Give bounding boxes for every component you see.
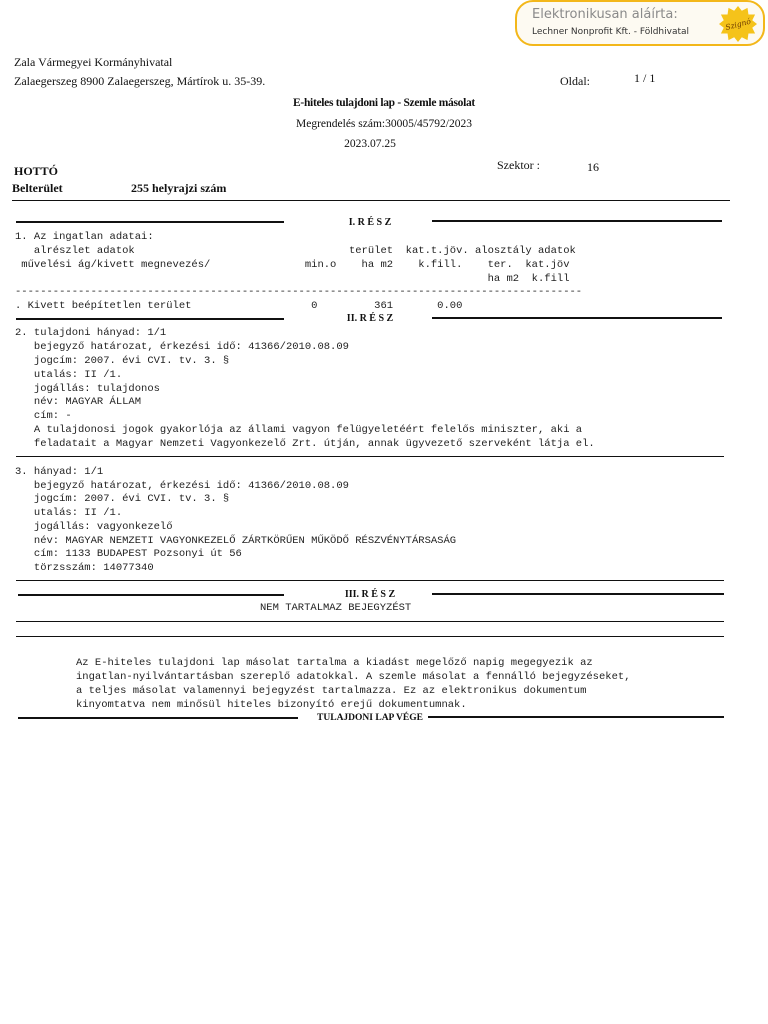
document-title: E-hiteles tulajdoni lap - Szemle másolat <box>293 97 475 109</box>
footer-note-line-1: Az E-hiteles tulajdoni lap másolat tartalma a kiadást megelőző napig megegyezik az <box>76 657 593 669</box>
property-header-line-3: művelési ág/kivett megnevezés/ min.o ha m2 k.fill. ter. kat.jöv <box>15 259 570 271</box>
document-date: 2023.07.25 <box>344 138 396 150</box>
sector-value: 16 <box>587 160 599 174</box>
part1-rule-right <box>432 220 722 222</box>
office-name: Zala Vármegyei Kormányhivatal <box>14 55 173 69</box>
owner1-note-1: A tulajdonosi jogok gyakorlója az állami vagyon felügyeletéért felelős miniszter, aki a <box>15 424 583 436</box>
owner2-share: 3. hányad: 1/1 <box>15 466 104 478</box>
owner2-registration-number: törzsszám: 14077340 <box>15 562 154 574</box>
property-header-line-2: alrészlet adatok terület kat.t.jöv. alosztály adatok <box>15 245 576 257</box>
part2-end-divider <box>16 580 724 581</box>
parcel-number: 255 helyrajzi szám <box>131 181 227 195</box>
part3-rule-right <box>432 593 724 595</box>
order-number: Megrendelés szám:30005/45792/2023 <box>296 118 472 130</box>
owner2-legal-title: jogcím: 2007. évi CVI. tv. 3. § <box>15 493 230 505</box>
owner2-name: név: MAGYAR NEMZETI VAGYONKEZELŐ ZÁRTKÖRŰEN MŰKÖDŐ RÉSZVÉNYTÁRSASÁG <box>15 535 457 547</box>
part2-rule-right <box>432 317 722 319</box>
page-label: Oldal: <box>560 74 590 88</box>
owner1-legal-status: jogállás: tulajdonos <box>15 383 160 395</box>
owner1-reference: utalás: II /1. <box>15 369 123 381</box>
page-value: 1 / 1 <box>634 71 656 85</box>
property-row: . Kivett beépítetlen terület 0 361 0.00 <box>15 300 463 312</box>
seal-icon <box>719 5 757 43</box>
part3-divider-2 <box>16 636 724 637</box>
part1-title: I. R É S Z <box>348 217 392 228</box>
owner1-share: 2. tulajdoni hányad: 1/1 <box>15 327 167 339</box>
document-end-label: TULAJDONI LAP VÉGE <box>317 713 423 723</box>
svg-text:Szignó: Szignó <box>724 16 752 33</box>
owner1-address: cím: - <box>15 410 72 422</box>
area-type: Belterület <box>12 181 63 195</box>
stamp-signer: Lechner Nonprofit Kft. - Földhivatal <box>532 27 690 37</box>
owner1-name: név: MAGYAR ÁLLAM <box>15 396 142 408</box>
owner2-legal-status: jogállás: vagyonkezelő <box>15 521 173 533</box>
owner2-address: cím: 1133 BUDAPEST Pozsonyi út 56 <box>15 548 242 560</box>
property-header-line-4: ha m2 k.fill <box>15 273 570 285</box>
owner1-legal-title: jogcím: 2007. évi CVI. tv. 3. § <box>15 355 230 367</box>
owner-divider <box>16 456 724 457</box>
property-header-dashes: ------------------------------------------------------------------------------------------ <box>15 286 583 298</box>
part2-title: II. R É S Z <box>346 313 394 324</box>
end-rule-right <box>428 716 724 718</box>
stamp-title: Elektronikusan aláírta: <box>532 7 678 22</box>
property-header-line-1: 1. Az ingatlan adatai: <box>15 231 154 243</box>
owner1-decision: bejegyző határozat, érkezési idő: 41366/2010.08.09 <box>15 341 349 353</box>
footer-note-line-4: kinyomtatva nem minősül hiteles bizonyító erejű dokumentumnak. <box>76 699 467 711</box>
part3-empty-notice: NEM TARTALMAZ BEJEGYZÉST <box>260 602 412 614</box>
sector-label: Szektor : <box>497 158 540 172</box>
owner2-reference: utalás: II /1. <box>15 507 123 519</box>
electronic-signature-stamp <box>515 0 765 46</box>
part3-title: III. R É S Z <box>344 589 396 600</box>
owner2-decision: bejegyző határozat, érkezési idő: 41366/2010.08.09 <box>15 480 349 492</box>
part3-divider-1 <box>16 621 724 622</box>
settlement-name: HOTTÓ <box>14 164 59 178</box>
owner1-note-2: feladatait a Magyar Nemzeti Vagyonkezelő Zrt. útján, annak ügyvezető szerveként látja el. <box>15 438 595 450</box>
footer-note-line-3: a teljes másolat valamennyi bejegyzést tartalmazza. Ez az elektronikus dokumentum <box>76 685 587 697</box>
footer-note-line-2: ingatlan-nyilvántartásban szereplő adatokkal. A szemle másolat a fennálló bejegyzéseket, <box>76 671 631 683</box>
office-address: Zalaegerszeg 8900 Zalaegerszeg, Mártírok u. 35-39. <box>14 74 266 88</box>
header-divider <box>12 200 730 201</box>
